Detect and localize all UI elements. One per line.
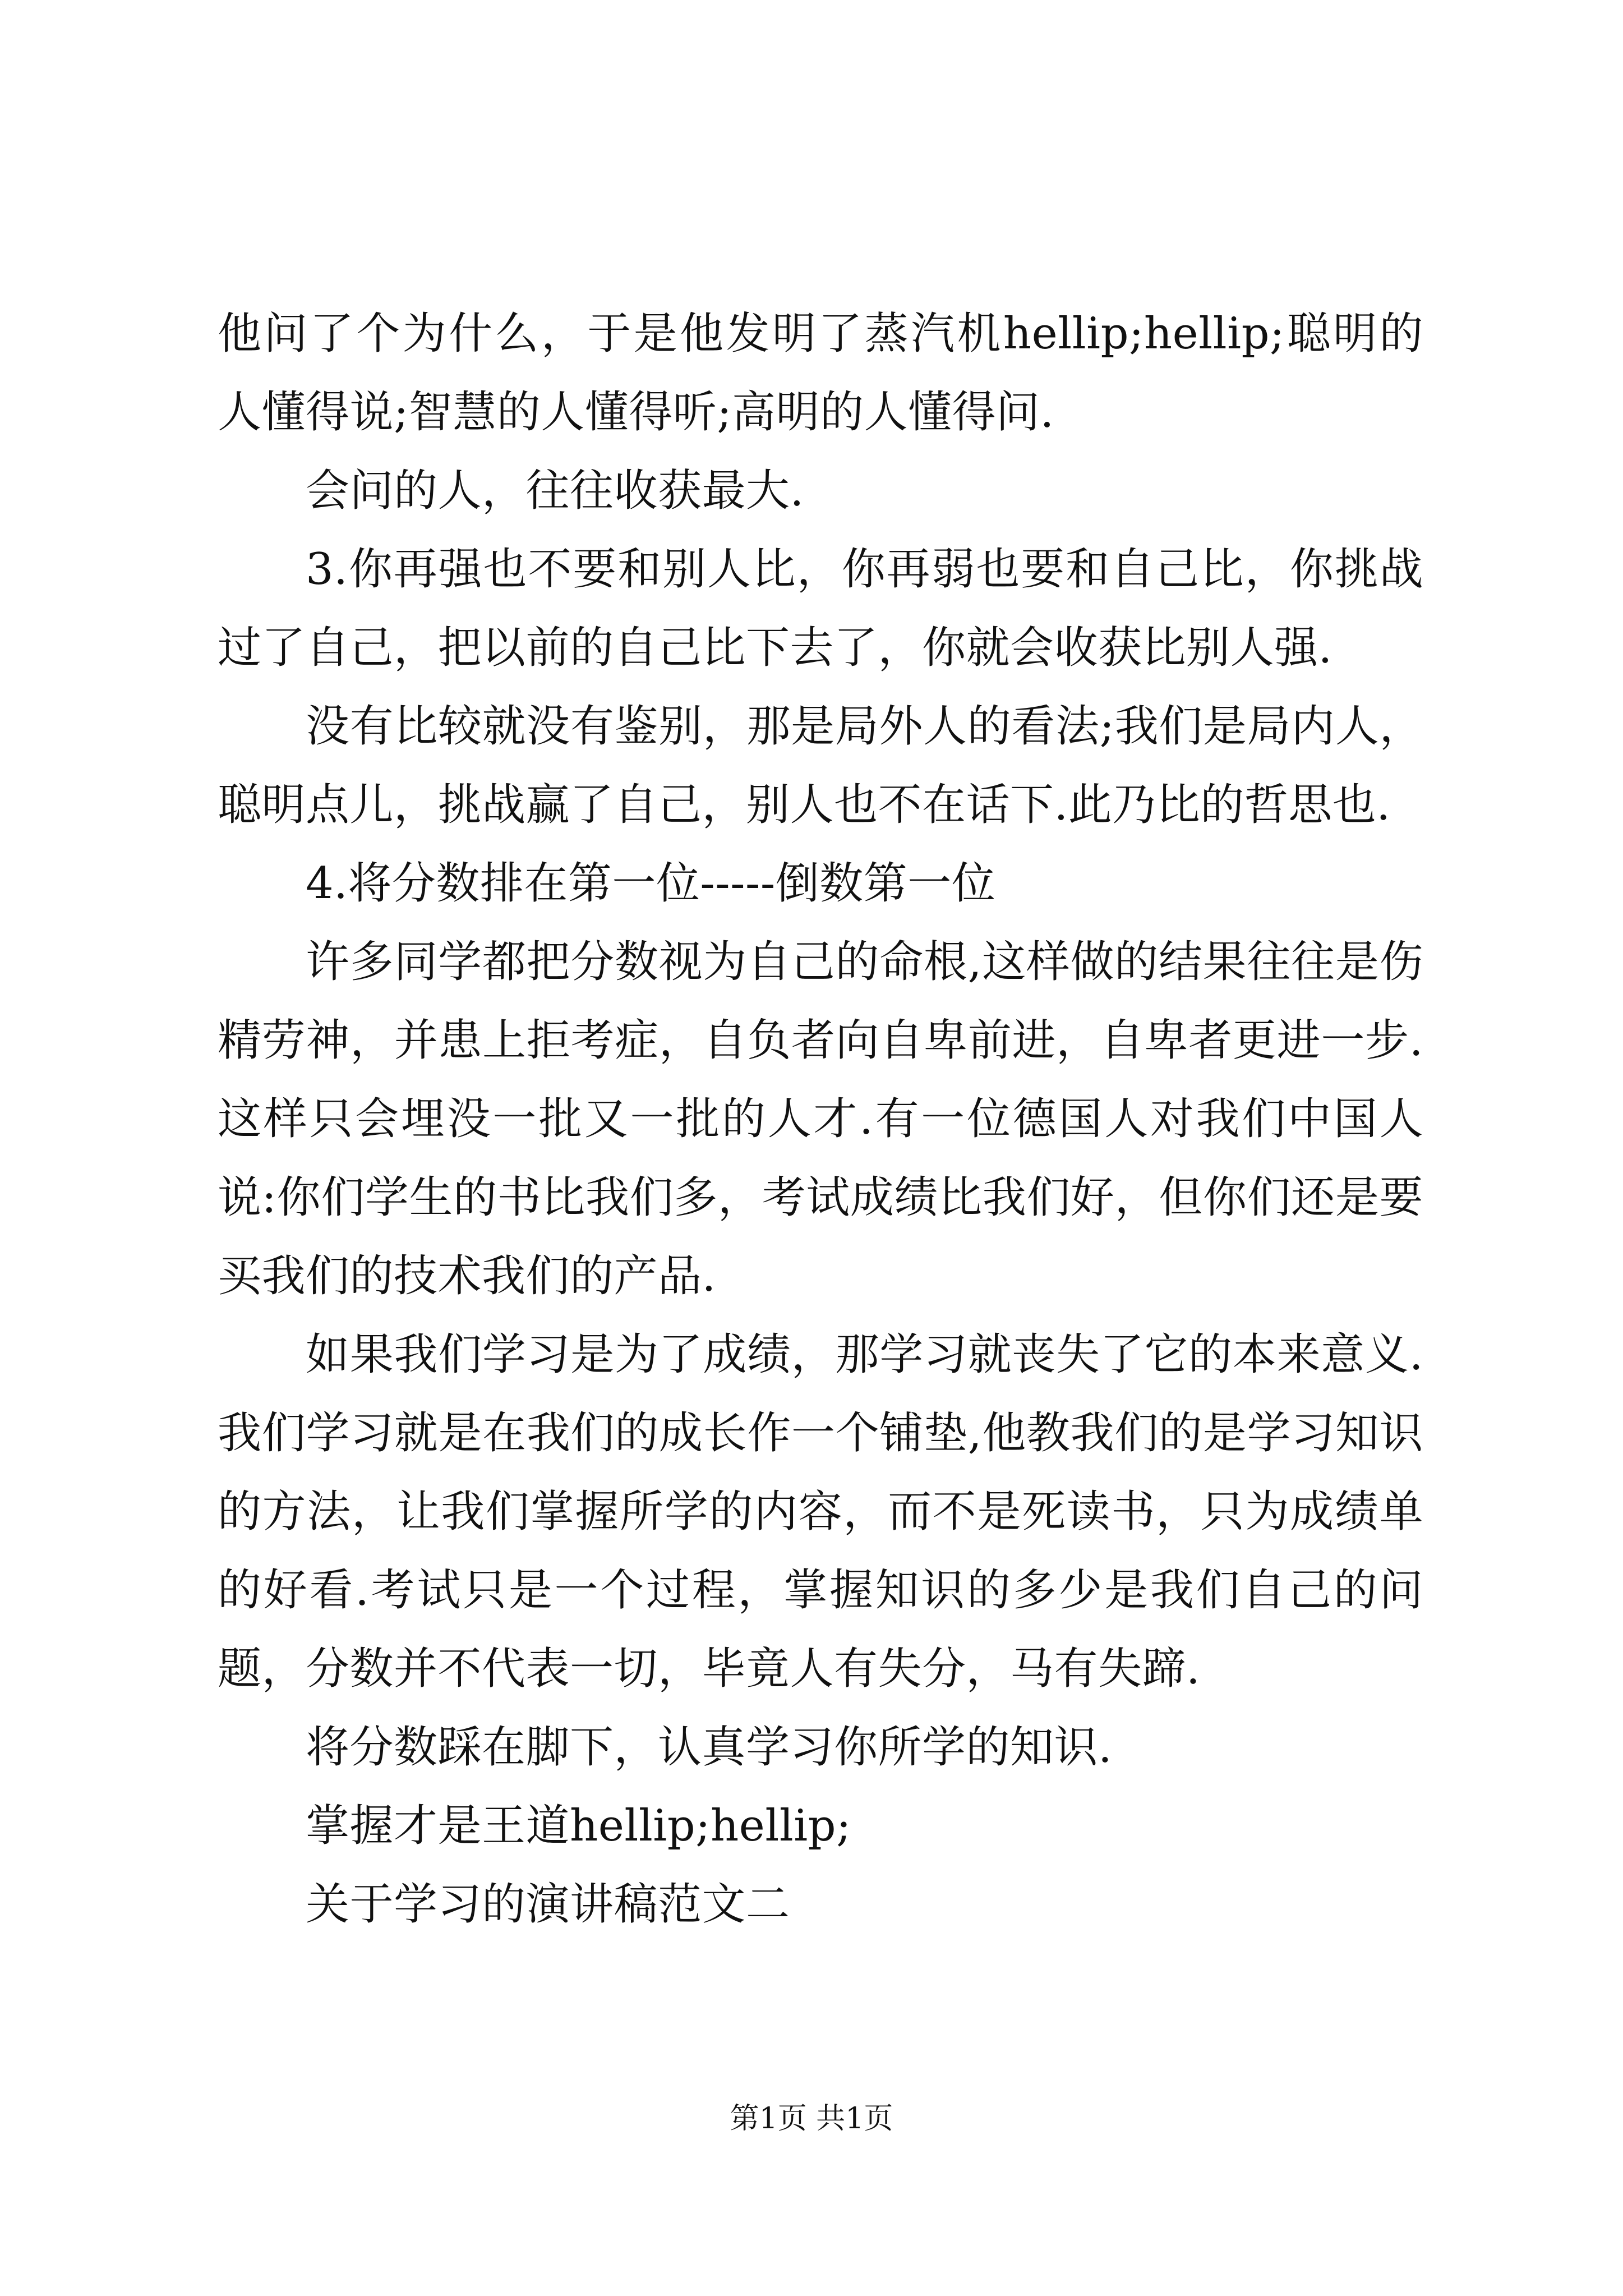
paragraph-10: 关于学习的演讲稿范文二	[306, 1879, 790, 1930]
paragraph-6: 许多同学都把分数视为自己的命根,这样做的结果往往是伤精劳神，并患上拒考症，自负者向自卑前进，自卑者更进一步.这样只会埋没一批又一批的人才.有一位德国人对我们中国人说:你们学生的书比我们多，考试成绩比我们好，但你们还是要买我们的技术我们的产品.	[218, 937, 1423, 1301]
paragraph-8: 将分数踩在脚下，认真学习你所学的知识.	[306, 1722, 1113, 1773]
page-footer: 第1页 共1页	[730, 2102, 893, 2136]
paragraph-7: 如果我们学习是为了成绩，那学习就丧失了它的本来意义.我们学习就是在我们的成长作一个铺垫,他教我们的是学习知识的方法，让我们掌握所学的内容，而不是死读书，只为成绩单的好看.考试只是一个过程，掌握知识的多少是我们自己的问题，分数并不代表一切，毕竟人有失分，马有失蹄.	[218, 1329, 1423, 1694]
paragraph-1: 他问了个为什么，于是他发明了蒸汽机hellip;hellip;聪明的人懂得说;智慧的人懂得听;高明的人懂得问.	[218, 309, 1423, 438]
document-body	[218, 295, 1423, 1944]
paragraph-2: 会问的人，往往收获最大.	[306, 466, 804, 516]
paragraph-9: 掌握才是王道hellip;hellip;	[306, 1801, 851, 1851]
paragraph-4: 没有比较就没有鉴别，那是局外人的看法;我们是局内人，聪明点儿，挑战赢了自己，别人也不在话下.此乃比的哲思也.	[218, 701, 1423, 830]
paragraph-5: 4.将分数排在第一位-----倒数第一位	[306, 858, 996, 909]
paragraph-3: 3.你再强也不要和别人比，你再弱也要和自己比，你挑战过了自己，把以前的自己比下去了，你就会收获比别人强.	[218, 544, 1423, 673]
